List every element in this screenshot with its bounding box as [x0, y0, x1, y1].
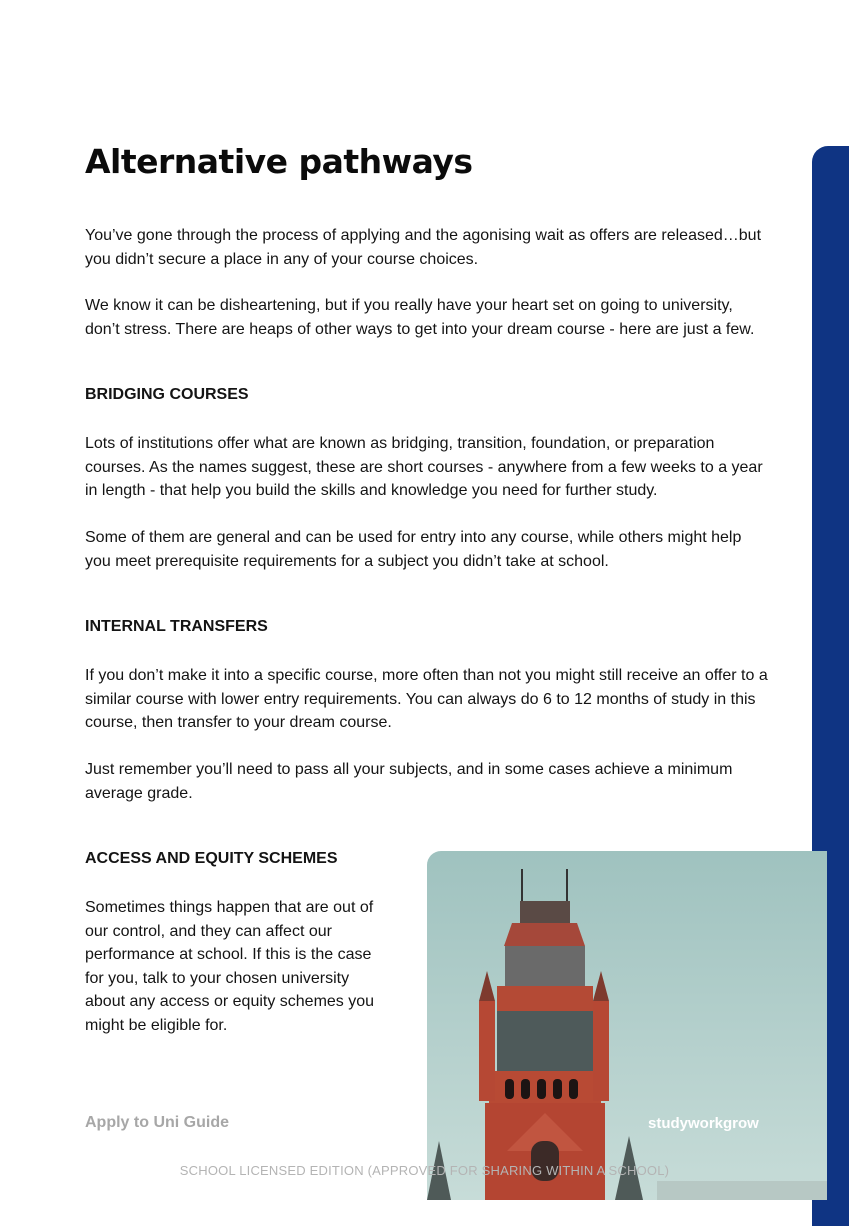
intro-paragraph-2: We know it can be disheartening, but if you really have your heart set on going to university, don’t stress. There are heaps of other ways to get into your dream course - here are just a few. [85, 297, 755, 338]
license-notice: SCHOOL LICENSED EDITION (APPROVED FOR SHARING WITHIN A SCHOOL) [179, 1163, 670, 1178]
clock-tower-photo [427, 851, 827, 1200]
transfers-paragraph-2: Just remember you’ll need to pass all your subjects, and in some cases achieve a minimum average grade. [85, 761, 733, 802]
section-heading-access: ACCESS AND EQUITY SCHEMES [85, 850, 338, 867]
brand-logo-text: studyworkgrow [648, 1115, 759, 1132]
section-heading-bridging: BRIDGING COURSES [85, 386, 249, 403]
guide-name: Apply to Uni Guide [85, 1114, 229, 1131]
section-heading-transfers: INTERNAL TRANSFERS [85, 618, 268, 635]
page-title: Alternative pathways [85, 142, 473, 181]
transfers-paragraph-1: If you don’t make it into a specific course, more often than not you might still receive an offer to a similar course with lower entry requirements. You can always do 6 to 12 months of study in this course, then transfer to your dream course. [85, 667, 768, 731]
bridging-paragraph-1: Lots of institutions offer what are known as bridging, transition, foundation, or preparation courses. As the names suggest, these are short courses - anywhere from a few weeks to a year in length - that help you build the skills and knowledge you need for further study. [85, 435, 763, 499]
access-paragraph-1: Sometimes things happen that are out of our control, and they can affect our performance at school. If this is the case for you, talk to your chosen university about any access or equity schemes you might be eligible for. [85, 899, 375, 1034]
intro-paragraph-1: You’ve gone through the process of applying and the agonising wait as offers are released…but you didn’t secure a place in any of your course choices. [85, 227, 762, 268]
bridging-paragraph-2: Some of them are general and can be used for entry into any course, while others might help you meet prerequisite requirements for a subject you didn’t take at school. [85, 529, 742, 570]
